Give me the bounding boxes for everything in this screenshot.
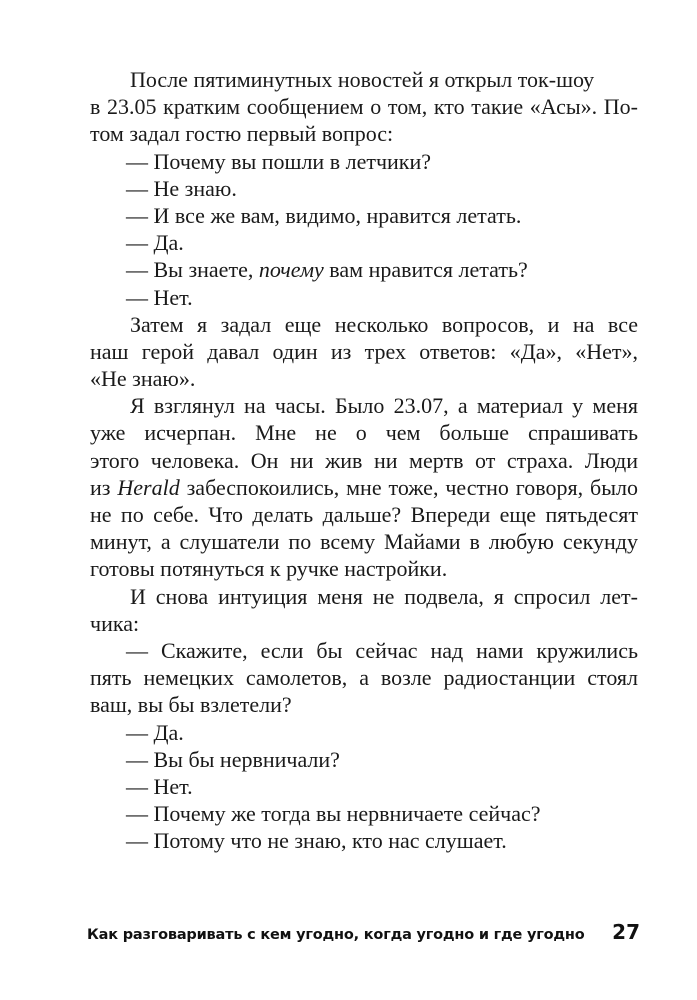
text-line: готовы потянуться к ручке настройки. <box>90 556 448 582</box>
dialogue-line: — И все же вам, видимо, нравится летать. <box>126 202 522 228</box>
text-line: не по себе. Что делать дальше? Впереди еще пятьдесят <box>90 502 638 527</box>
italic-emphasis: почему <box>258 257 324 283</box>
dialogue-line <box>90 256 638 283</box>
dialogue-line: — Да. <box>126 230 184 256</box>
book-title: Как разговаривать с кем угодно, когда угодно и где угодно <box>87 927 585 943</box>
text-line: пять немецких самолетов, а возле радиостанции стоял <box>90 665 638 691</box>
text-line: том задал гостю первый вопрос: <box>90 121 394 147</box>
italic-emphasis: Herald <box>117 474 180 500</box>
dialogue-line: — Вы бы нервничали? <box>126 746 340 772</box>
text-line: уже исчерпан. Мне не о чем больше спрашивать <box>90 420 638 446</box>
page-number: 27 <box>612 920 640 944</box>
text-line: наш герой давал один из трех ответов: «Да», «Нет», <box>90 338 638 364</box>
dialogue-line: — Скажите, если бы сейчас над нами кружились <box>126 637 638 663</box>
dialogue-line: — Потому что не знаю, кто нас слушает. <box>126 828 507 854</box>
text-line: И снова интуиция меня не подвела, я спросил лет- <box>130 583 638 609</box>
dialogue-line: — Да. <box>126 719 184 745</box>
text-span: из <box>90 474 118 500</box>
text-span: — Вы знаете, <box>126 257 259 283</box>
text-span: забеспокоились, мне тоже, честно говоря, было <box>179 474 638 500</box>
body-text <box>90 66 638 854</box>
text-span: вам нравится летать? <box>323 257 528 283</box>
dialogue-line: — Нет. <box>126 773 193 799</box>
page-footer <box>87 920 640 950</box>
text-line: После пятиминутных новостей я открыл ток-шоу <box>130 67 595 92</box>
dialogue-line: — Нет. <box>126 284 193 310</box>
text-line: Затем я задал еще несколько вопросов, и на все <box>130 311 638 337</box>
text-line <box>90 474 638 501</box>
text-line: Я взглянул на часы. Было 23.07, а материал у меня <box>130 393 638 419</box>
text-line: «Не знаю». <box>90 366 196 392</box>
dialogue-line: — Почему вы пошли в летчики? <box>126 148 432 174</box>
text-line: ваш, вы бы взлетели? <box>90 692 292 718</box>
text-line: в 23.05 кратким сообщением о том, кто такие «Асы». По- <box>90 94 638 120</box>
dialogue-line: — Почему же тогда вы нервничаете сейчас? <box>126 801 541 827</box>
dialogue-line: — Не знаю. <box>126 175 237 201</box>
text-line: чика: <box>90 610 140 636</box>
text-line: этого человека. Он ни жив ни мертв от страха. Люди <box>90 447 638 473</box>
text-line: минут, а слушатели по всему Майами в любую секунду <box>90 529 638 555</box>
